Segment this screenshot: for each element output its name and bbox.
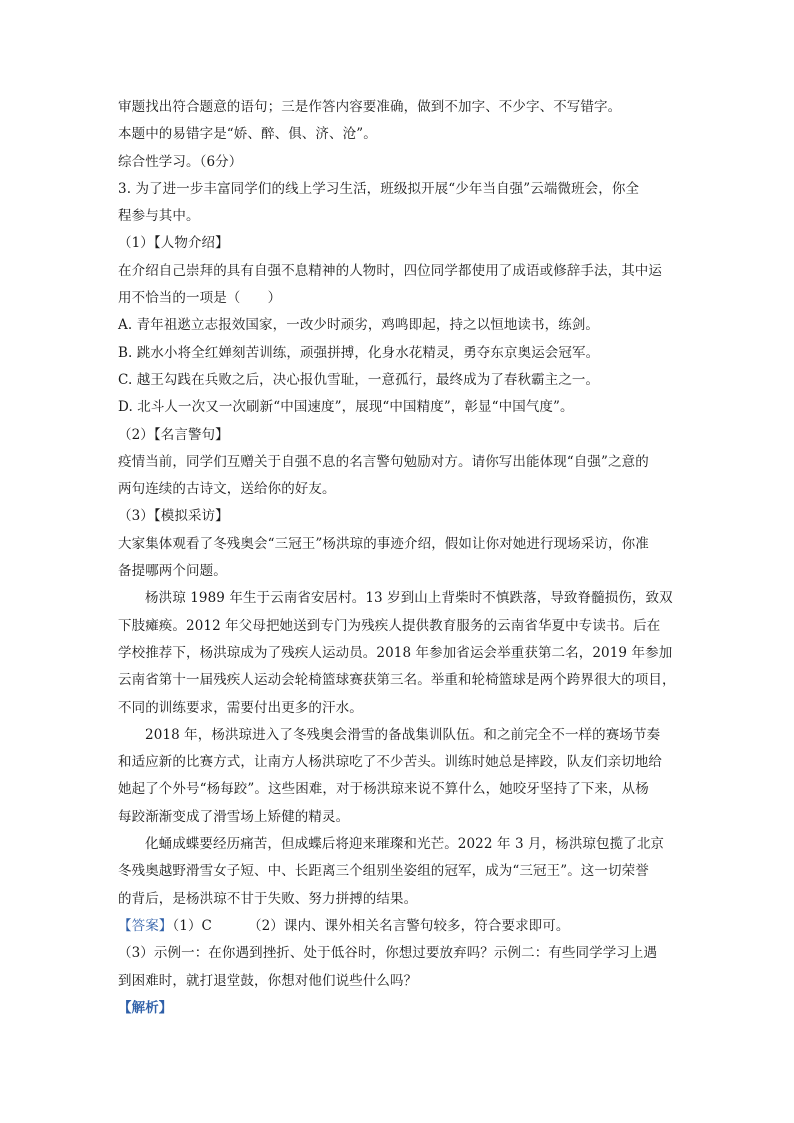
- passage-para1-line: 下肢瘫痪。2012 年父母把她送到专门为残疾人提供教育服务的云南省华夏中专读书。后在: [118, 617, 661, 634]
- answer-label: 【答案】: [118, 917, 173, 934]
- intro-line-1: 审题找出符合题意的语句；三是作答内容要准确，做到不加字、不少字、不写错字。: [118, 99, 622, 115]
- part1-text-line-2: 用不恰当的一项是（ ）: [118, 290, 282, 307]
- passage-para1-line: 不同的训练要求，需要付出更多的汗水。: [118, 699, 363, 716]
- part3-heading: （3）【模拟采访】: [118, 508, 229, 525]
- passage-para2-line: 和适应新的比赛方式，让南方人杨洪琼吃了不少苦头。训练时她总是摔跤，队友们亲切地给: [118, 754, 662, 771]
- part2-text-line-2: 两句连续的古诗文，送给你的好友。: [118, 481, 336, 498]
- option-b: B. 跳水小将全红婵刻苦训练，顽强拼搏，化身水花精灵，勇夺东京奥运会冠军。: [118, 344, 600, 361]
- answer-part3-line-1: （3）示例一：在你遇到挫折、处于低谷时，你想过要放弃吗？示例二：有些同学学习上遇: [118, 945, 658, 962]
- answer-part1: （1）C: [172, 917, 212, 934]
- answer-part3-line-2: 到困难时，就打退堂鼓，你想对他们说些什么吗？: [118, 972, 418, 989]
- part2-heading: （2）【名言警句】: [118, 426, 229, 443]
- question-stem-line-2: 程参与其中。: [118, 208, 200, 225]
- intro-line-2: 本题中的易错字是“娇、醉、俱、济、沧”。: [118, 126, 377, 143]
- question-stem-line-1: 3. 为了进一步丰富同学们的线上学习生活，班级拟开展“少年当自强”云端微班会，你全: [118, 180, 640, 197]
- option-a: A. 青年祖逖立志报效国家，一改少时顽劣，鸡鸣即起，持之以恒地读书，练剑。: [118, 317, 600, 334]
- part3-text-line-2: 备提哪两个问题。: [118, 563, 227, 580]
- passage-para1-line: 杨洪琼 1989 年生于云南省安居村。13 岁到山上背柴时不慎跌落，导致脊髓损伤，致双: [145, 590, 673, 607]
- document-page: [118, 94, 690, 1022]
- passage-para3-line: 化蛹成蝶要经历痛苦，但成蝶后将迎来璀璨和光芒。2022 年 3 月，杨洪琼包揽了北京: [145, 836, 665, 853]
- part1-text-line-1: 在介绍自己崇拜的具有自强不息精神的人物时，四位同学都使用了成语或修辞手法，其中运: [118, 262, 662, 279]
- part1-heading: （1）【人物介绍】: [118, 235, 229, 252]
- section-title: 综合性学习。（6分）: [118, 153, 243, 170]
- answer-part2: （2）课内、课外相关名言警句较多，符合要求即可。: [247, 917, 570, 934]
- answer-line: [118, 913, 690, 940]
- part3-text-line-1: 大家集体观看了冬残奥会“三冠王”杨洪琼的事迹介绍，假如让你对她进行现场采访，你准: [118, 535, 649, 552]
- analysis-label: 【解析】: [118, 999, 173, 1016]
- option-c: C. 越王勾践在兵败之后，决心报仇雪耻，一意孤行，最终成为了春秋霸主之一。: [118, 371, 600, 388]
- passage-para2-line: 她起了个外号“杨每跤”。这些困难，对于杨洪琼来说不算什么，她咬牙坚持了下来，从杨: [118, 781, 649, 798]
- passage-para3-line: 的背后，是杨洪琼不甘于失败、努力拼搏的结果。: [118, 890, 418, 907]
- part2-text-line-1: 疫情当前，同学们互赠关于自强不息的名言警句勉励对方。请你写出能体现“自强”之意的: [118, 453, 649, 470]
- passage-para1-line: 云南省第十一届残疾人运动会轮椅篮球赛获第三名。举重和轮椅篮球是两个跨界很大的项目，: [118, 672, 676, 689]
- passage-para2-line: 2018 年，杨洪琼进入了冬残奥会滑雪的备战集训队伍。和之前完全不一样的赛场节奏: [145, 726, 661, 743]
- passage-para2-line: 每跤渐渐变成了滑雪场上矫健的精灵。: [118, 808, 350, 825]
- option-d: D. 北斗人一次又一次刷新“中国速度”，展现“中国精度”，彰显“中国气度”。: [118, 399, 574, 416]
- passage-para1-line: 学校推荐下，杨洪琼成为了残疾人运动员。2018 年参加省运会举重获第二名，2019 年参加: [118, 644, 673, 661]
- passage-para3-line: 冬残奥越野滑雪女子短、中、长距离三个组别坐姿组的冠军，成为“三冠王”。这一切荣誉: [118, 863, 649, 880]
